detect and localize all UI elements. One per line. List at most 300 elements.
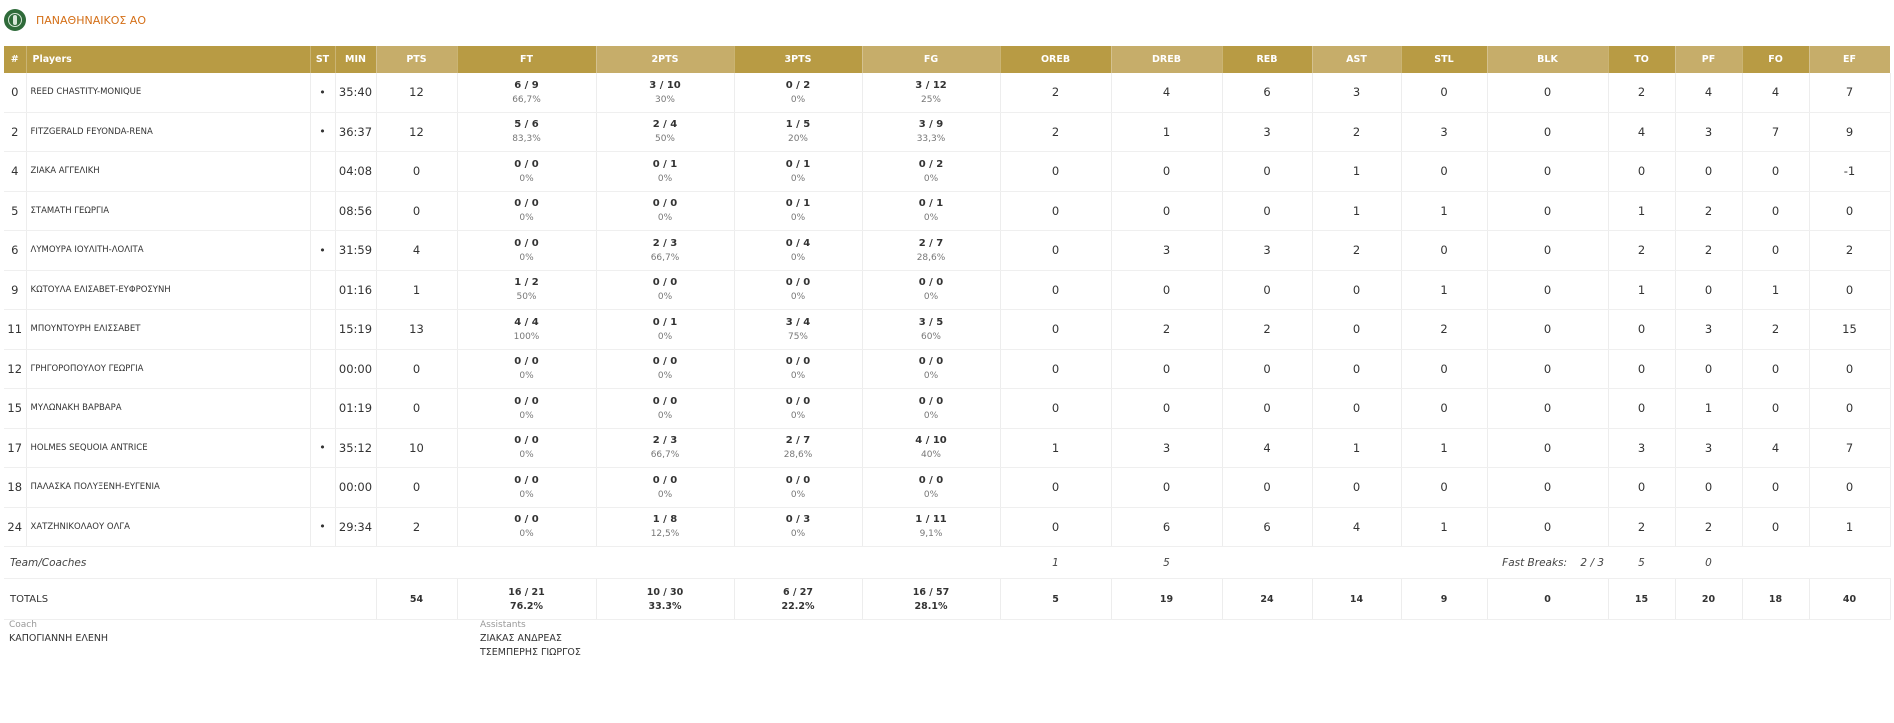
player-reb: 0 bbox=[1222, 152, 1312, 192]
coach-label: Coach bbox=[9, 620, 37, 630]
player-ast: 0 bbox=[1312, 389, 1401, 429]
player-name[interactable]: ΓΡΗΓΟΡΟΠΟΥΛΟΥ ΓΕΩΡΓΙΑ bbox=[26, 349, 310, 389]
player-ef: -1 bbox=[1809, 152, 1890, 192]
2pts-percentage: 66,7% bbox=[650, 450, 680, 461]
player-oreb: 0 bbox=[1000, 468, 1111, 508]
player-dreb: 1 bbox=[1111, 112, 1222, 152]
fg-made-attempted: 2 / 7 bbox=[918, 237, 944, 249]
coach-section bbox=[9, 619, 108, 646]
player-to: 4 bbox=[1608, 112, 1675, 152]
player-oreb: 2 bbox=[1000, 73, 1111, 112]
3pts-percentage: 0% bbox=[790, 213, 806, 224]
ft-percentage: 0% bbox=[519, 489, 534, 500]
player-2pts bbox=[596, 468, 734, 508]
player-ft bbox=[457, 73, 596, 112]
totals-fg: 16 / 57 28.1% bbox=[862, 579, 1000, 620]
player-3pts bbox=[734, 73, 862, 112]
player-minutes: 29:34 bbox=[335, 507, 376, 547]
player-2pts bbox=[596, 231, 734, 271]
player-row bbox=[4, 468, 1890, 508]
player-fg bbox=[862, 191, 1000, 231]
player-oreb: 0 bbox=[1000, 152, 1111, 192]
starter-marker: • bbox=[310, 507, 335, 547]
fg-percentage: 60% bbox=[920, 331, 941, 342]
ft-percentage: 0% bbox=[519, 410, 534, 421]
3pts-percentage: 0% bbox=[790, 292, 806, 303]
col-players[interactable]: Players bbox=[26, 46, 310, 73]
player-minutes: 01:19 bbox=[335, 389, 376, 429]
ft-percentage: 0% bbox=[519, 450, 534, 461]
player-fg bbox=[862, 231, 1000, 271]
player-stl: 1 bbox=[1401, 507, 1487, 547]
player-to: 2 bbox=[1608, 73, 1675, 112]
player-fo: 0 bbox=[1742, 231, 1809, 271]
2pts-made-attempted: 0 / 0 bbox=[652, 198, 678, 210]
player-2pts bbox=[596, 191, 734, 231]
player-minutes: 00:00 bbox=[335, 468, 376, 508]
col-reb[interactable]: REB bbox=[1222, 46, 1312, 73]
player-dreb: 0 bbox=[1111, 349, 1222, 389]
player-name[interactable]: HOLMES SEQUOIA ANTRICE bbox=[26, 428, 310, 468]
player-blk: 0 bbox=[1487, 349, 1608, 389]
player-points: 0 bbox=[376, 152, 457, 192]
player-reb: 6 bbox=[1222, 507, 1312, 547]
player-ast: 1 bbox=[1312, 428, 1401, 468]
player-oreb: 0 bbox=[1000, 231, 1111, 271]
player-stl: 2 bbox=[1401, 310, 1487, 350]
player-3pts bbox=[734, 468, 862, 508]
player-2pts bbox=[596, 270, 734, 310]
player-2pts bbox=[596, 349, 734, 389]
player-pf: 2 bbox=[1675, 231, 1742, 271]
ft-percentage: 0% bbox=[519, 371, 534, 382]
player-ast: 0 bbox=[1312, 270, 1401, 310]
player-fo: 0 bbox=[1742, 152, 1809, 192]
starter-marker: • bbox=[310, 231, 335, 271]
player-3pts bbox=[734, 428, 862, 468]
player-to: 3 bbox=[1608, 428, 1675, 468]
player-fg bbox=[862, 349, 1000, 389]
ft-percentage: 66,7% bbox=[512, 94, 541, 105]
3pts-made-attempted: 0 / 4 bbox=[785, 237, 811, 249]
player-reb: 3 bbox=[1222, 231, 1312, 271]
player-ef: 15 bbox=[1809, 310, 1890, 350]
ft-made-attempted: 0 / 0 bbox=[514, 395, 539, 407]
ft-percentage: 83,3% bbox=[512, 134, 541, 145]
table-header-row bbox=[4, 46, 1890, 73]
team-header bbox=[4, 9, 146, 31]
player-fg bbox=[862, 428, 1000, 468]
player-name[interactable]: ΚΩΤΟΥΛΑ ΕΛΙΣΑΒΕΤ-ΕΥΦΡΟΣΥΝΗ bbox=[26, 270, 310, 310]
col-fg[interactable]: FG bbox=[862, 46, 1000, 73]
player-name[interactable]: ΠΑΛΑΣΚΑ ΠΟΛΥΞΕΝΗ-ΕΥΓΕΝΙΑ bbox=[26, 468, 310, 508]
2pts-percentage: 12,5% bbox=[650, 529, 680, 540]
fg-made-attempted: 3 / 5 bbox=[918, 316, 944, 328]
player-row bbox=[4, 428, 1890, 468]
ft-made-attempted: 5 / 6 bbox=[514, 119, 539, 131]
2pts-percentage: 0% bbox=[657, 371, 673, 382]
player-to: 2 bbox=[1608, 507, 1675, 547]
2pts-percentage: 0% bbox=[657, 331, 673, 342]
player-2pts bbox=[596, 507, 734, 547]
player-points: 4 bbox=[376, 231, 457, 271]
player-stl: 0 bbox=[1401, 231, 1487, 271]
player-ft bbox=[457, 468, 596, 508]
player-row bbox=[4, 231, 1890, 271]
col-min[interactable]: MIN bbox=[335, 46, 376, 73]
player-points: 1 bbox=[376, 270, 457, 310]
player-ast: 0 bbox=[1312, 349, 1401, 389]
fg-made-attempted: 1 / 11 bbox=[915, 514, 947, 526]
fg-made-attempted: 0 / 2 bbox=[918, 158, 944, 170]
player-ef: 1 bbox=[1809, 507, 1890, 547]
col-dreb[interactable]: DREB bbox=[1111, 46, 1222, 73]
coach-name: ΚΑΠΟΓΙΑΝΝΗ ΕΛΕΝΗ bbox=[9, 633, 109, 644]
3pts-made-attempted: 2 / 7 bbox=[785, 435, 811, 447]
player-ft bbox=[457, 112, 596, 152]
player-number: 12 bbox=[4, 349, 26, 389]
col-ft[interactable]: FT bbox=[457, 46, 596, 73]
starter-marker bbox=[310, 270, 335, 310]
fg-made-attempted: 3 / 9 bbox=[918, 119, 944, 131]
player-ast: 3 bbox=[1312, 73, 1401, 112]
player-to: 0 bbox=[1608, 468, 1675, 508]
player-row bbox=[4, 270, 1890, 310]
starter-marker: • bbox=[310, 112, 335, 152]
player-oreb: 0 bbox=[1000, 191, 1111, 231]
2pts-percentage: 0% bbox=[657, 410, 673, 421]
player-blk: 0 bbox=[1487, 152, 1608, 192]
player-reb: 0 bbox=[1222, 389, 1312, 429]
player-row bbox=[4, 73, 1890, 112]
assistants-label: Assistants bbox=[480, 620, 526, 630]
3pts-made-attempted: 0 / 2 bbox=[785, 79, 811, 91]
col-to[interactable]: TO bbox=[1608, 46, 1675, 73]
starter-marker: • bbox=[310, 428, 335, 468]
player-3pts bbox=[734, 270, 862, 310]
team-name[interactable]: ΠΑΝΑΘΗΝΑΙΚΟΣ ΑΟ bbox=[36, 13, 146, 27]
player-dreb: 4 bbox=[1111, 73, 1222, 112]
player-fg bbox=[862, 468, 1000, 508]
player-fg bbox=[862, 112, 1000, 152]
2pts-made-attempted: 0 / 0 bbox=[652, 474, 678, 486]
player-stl: 1 bbox=[1401, 428, 1487, 468]
player-reb: 2 bbox=[1222, 310, 1312, 350]
player-fo: 0 bbox=[1742, 468, 1809, 508]
player-to: 0 bbox=[1608, 310, 1675, 350]
starter-marker bbox=[310, 191, 335, 231]
player-minutes: 35:40 bbox=[335, 73, 376, 112]
totals-oreb: 5 bbox=[1000, 579, 1111, 620]
player-pf: 1 bbox=[1675, 389, 1742, 429]
col-pf[interactable]: PF bbox=[1675, 46, 1742, 73]
player-fg bbox=[862, 152, 1000, 192]
player-stl: 0 bbox=[1401, 152, 1487, 192]
player-ef: 0 bbox=[1809, 389, 1890, 429]
player-to: 1 bbox=[1608, 270, 1675, 310]
player-row bbox=[4, 310, 1890, 350]
player-2pts bbox=[596, 112, 734, 152]
assistant-name: ΤΣΕΜΠΕΡΗΣ ΓΙΩΡΓΟΣ bbox=[480, 647, 581, 658]
fg-percentage: 0% bbox=[923, 489, 939, 500]
player-name[interactable]: FITZGERALD FEYONDA-RENA bbox=[26, 112, 310, 152]
player-pf: 0 bbox=[1675, 270, 1742, 310]
player-minutes: 08:56 bbox=[335, 191, 376, 231]
player-ft bbox=[457, 507, 596, 547]
player-fo: 1 bbox=[1742, 270, 1809, 310]
player-oreb: 0 bbox=[1000, 507, 1111, 547]
2pts-made-attempted: 3 / 10 bbox=[649, 79, 681, 91]
player-minutes: 01:16 bbox=[335, 270, 376, 310]
player-points: 0 bbox=[376, 389, 457, 429]
player-reb: 0 bbox=[1222, 468, 1312, 508]
player-oreb: 0 bbox=[1000, 349, 1111, 389]
player-ast: 1 bbox=[1312, 191, 1401, 231]
ft-percentage: 0% bbox=[519, 529, 534, 540]
player-minutes: 04:08 bbox=[335, 152, 376, 192]
player-oreb: 0 bbox=[1000, 270, 1111, 310]
player-row bbox=[4, 152, 1890, 192]
player-minutes: 15:19 bbox=[335, 310, 376, 350]
2pts-percentage: 66,7% bbox=[650, 252, 680, 263]
col-oreb[interactable]: OREB bbox=[1000, 46, 1111, 73]
totals-reb: 24 bbox=[1222, 579, 1312, 620]
col-blk[interactable]: BLK bbox=[1487, 46, 1608, 73]
2pts-made-attempted: 1 / 8 bbox=[652, 514, 678, 526]
player-fg bbox=[862, 73, 1000, 112]
player-number: 11 bbox=[4, 310, 26, 350]
player-points: 10 bbox=[376, 428, 457, 468]
player-name[interactable]: REED CHASTITY-MONIQUE bbox=[26, 73, 310, 112]
player-number: 2 bbox=[4, 112, 26, 152]
player-blk: 0 bbox=[1487, 310, 1608, 350]
player-minutes: 35:12 bbox=[335, 428, 376, 468]
player-3pts bbox=[734, 507, 862, 547]
player-name[interactable]: ΛΥΜΟΥΡΑ ΙΟΥΛΙΤΗ-ΛΟΛΙΤΑ bbox=[26, 231, 310, 271]
player-3pts bbox=[734, 191, 862, 231]
ft-made-attempted: 0 / 0 bbox=[514, 158, 539, 170]
player-3pts bbox=[734, 112, 862, 152]
player-fo: 0 bbox=[1742, 191, 1809, 231]
3pts-percentage: 0% bbox=[790, 173, 806, 184]
player-ft bbox=[457, 310, 596, 350]
player-blk: 0 bbox=[1487, 428, 1608, 468]
team-pf: 0 bbox=[1675, 547, 1742, 579]
3pts-made-attempted: 0 / 0 bbox=[785, 395, 811, 407]
3pts-made-attempted: 1 / 5 bbox=[785, 119, 811, 131]
player-number: 5 bbox=[4, 191, 26, 231]
totals-pf: 20 bbox=[1675, 579, 1742, 620]
player-number: 17 bbox=[4, 428, 26, 468]
player-ef: 9 bbox=[1809, 112, 1890, 152]
totals-stl: 9 bbox=[1401, 579, 1487, 620]
player-ef: 7 bbox=[1809, 428, 1890, 468]
totals-pts: 54 bbox=[376, 579, 457, 620]
player-ef: 0 bbox=[1809, 270, 1890, 310]
player-minutes: 36:37 bbox=[335, 112, 376, 152]
player-fg bbox=[862, 270, 1000, 310]
fg-percentage: 40% bbox=[920, 450, 941, 461]
3pts-made-attempted: 0 / 0 bbox=[785, 356, 811, 368]
totals-2pts: 10 / 30 33.3% bbox=[596, 579, 734, 620]
player-2pts bbox=[596, 428, 734, 468]
3pts-made-attempted: 0 / 3 bbox=[785, 514, 811, 526]
player-stl: 0 bbox=[1401, 389, 1487, 429]
player-pf: 0 bbox=[1675, 152, 1742, 192]
player-name[interactable]: ΜΠΟΥΝΤΟΥΡΗ ΕΛΙΣΣΑΒΕΤ bbox=[26, 310, 310, 350]
ft-percentage: 100% bbox=[513, 331, 540, 342]
player-ast: 2 bbox=[1312, 112, 1401, 152]
player-ef: 2 bbox=[1809, 231, 1890, 271]
player-fg bbox=[862, 507, 1000, 547]
player-to: 2 bbox=[1608, 231, 1675, 271]
2pts-made-attempted: 2 / 4 bbox=[652, 119, 678, 131]
team-coaches-row bbox=[4, 547, 1890, 579]
player-number: 18 bbox=[4, 468, 26, 508]
player-3pts bbox=[734, 389, 862, 429]
assistant-name: ΖΙΑΚΑΣ ΑΝΔΡΕΑΣ bbox=[480, 633, 562, 644]
totals-3pts: 6 / 27 22.2% bbox=[734, 579, 862, 620]
fg-percentage: 28,6% bbox=[916, 252, 946, 263]
ft-percentage: 0% bbox=[519, 213, 534, 224]
player-pf: 0 bbox=[1675, 349, 1742, 389]
player-3pts bbox=[734, 349, 862, 389]
player-ef: 0 bbox=[1809, 349, 1890, 389]
player-fo: 4 bbox=[1742, 428, 1809, 468]
player-name[interactable]: ΜΥΛΩΝΑΚΗ ΒΑΡΒΑΡΑ bbox=[26, 389, 310, 429]
starter-marker bbox=[310, 349, 335, 389]
player-dreb: 0 bbox=[1111, 468, 1222, 508]
player-fo: 2 bbox=[1742, 310, 1809, 350]
3pts-percentage: 75% bbox=[787, 331, 808, 342]
starter-marker bbox=[310, 468, 335, 508]
ft-made-attempted: 0 / 0 bbox=[514, 356, 539, 368]
totals-ef: 40 bbox=[1809, 579, 1890, 620]
2pts-percentage: 0% bbox=[657, 292, 673, 303]
player-points: 12 bbox=[376, 112, 457, 152]
player-row bbox=[4, 112, 1890, 152]
player-ast: 1 bbox=[1312, 152, 1401, 192]
player-dreb: 6 bbox=[1111, 507, 1222, 547]
player-number: 6 bbox=[4, 231, 26, 271]
col-pts[interactable]: PTS bbox=[376, 46, 457, 73]
player-fo: 7 bbox=[1742, 112, 1809, 152]
player-fo: 4 bbox=[1742, 73, 1809, 112]
starter-marker bbox=[310, 152, 335, 192]
fg-percentage: 9,1% bbox=[919, 529, 943, 540]
2pts-percentage: 0% bbox=[657, 213, 673, 224]
2pts-made-attempted: 0 / 1 bbox=[652, 158, 678, 170]
player-dreb: 3 bbox=[1111, 428, 1222, 468]
player-fo: 0 bbox=[1742, 389, 1809, 429]
player-blk: 0 bbox=[1487, 270, 1608, 310]
3pts-percentage: 0% bbox=[790, 252, 806, 263]
player-fg bbox=[862, 389, 1000, 429]
player-stl: 0 bbox=[1401, 73, 1487, 112]
team-dreb: 5 bbox=[1111, 547, 1222, 579]
player-row bbox=[4, 507, 1890, 547]
player-name[interactable]: ΧΑΤΖΗΝΙΚΟΛΑΟΥ ΟΛΓΑ bbox=[26, 507, 310, 547]
col-3pts[interactable]: 3PTS bbox=[734, 46, 862, 73]
player-stl: 1 bbox=[1401, 270, 1487, 310]
player-dreb: 0 bbox=[1111, 389, 1222, 429]
player-2pts bbox=[596, 310, 734, 350]
player-blk: 0 bbox=[1487, 73, 1608, 112]
col-ast[interactable]: AST bbox=[1312, 46, 1401, 73]
player-ft bbox=[457, 231, 596, 271]
player-pf: 3 bbox=[1675, 428, 1742, 468]
3pts-percentage: 0% bbox=[790, 529, 806, 540]
3pts-percentage: 0% bbox=[790, 489, 806, 500]
ft-made-attempted: 4 / 4 bbox=[514, 316, 539, 328]
player-oreb: 2 bbox=[1000, 112, 1111, 152]
player-number: 24 bbox=[4, 507, 26, 547]
player-2pts bbox=[596, 73, 734, 112]
col-num: # bbox=[4, 46, 26, 73]
player-number: 4 bbox=[4, 152, 26, 192]
player-blk: 0 bbox=[1487, 231, 1608, 271]
player-blk: 0 bbox=[1487, 389, 1608, 429]
player-blk: 0 bbox=[1487, 468, 1608, 508]
player-reb: 6 bbox=[1222, 73, 1312, 112]
player-reb: 0 bbox=[1222, 270, 1312, 310]
player-pf: 4 bbox=[1675, 73, 1742, 112]
player-blk: 0 bbox=[1487, 191, 1608, 231]
col-2pts[interactable]: 2PTS bbox=[596, 46, 734, 73]
player-row bbox=[4, 191, 1890, 231]
player-ft bbox=[457, 428, 596, 468]
3pts-made-attempted: 3 / 4 bbox=[785, 316, 811, 328]
player-stl: 0 bbox=[1401, 349, 1487, 389]
player-reb: 0 bbox=[1222, 349, 1312, 389]
player-oreb: 1 bbox=[1000, 428, 1111, 468]
player-number: 0 bbox=[4, 73, 26, 112]
player-to: 0 bbox=[1608, 349, 1675, 389]
player-name[interactable]: ΣΤΑΜΑΤΗ ΓΕΩΡΓΙΑ bbox=[26, 191, 310, 231]
player-name[interactable]: ΖΙΑΚΑ ΑΓΓΕΛΙΚΗ bbox=[26, 152, 310, 192]
2pts-percentage: 0% bbox=[657, 173, 673, 184]
player-3pts bbox=[734, 231, 862, 271]
player-row bbox=[4, 389, 1890, 429]
player-points: 0 bbox=[376, 468, 457, 508]
fg-percentage: 0% bbox=[923, 292, 939, 303]
col-st: ST bbox=[310, 46, 335, 73]
player-points: 0 bbox=[376, 349, 457, 389]
fast-breaks bbox=[1222, 547, 1608, 579]
col-ef[interactable]: EF bbox=[1809, 46, 1890, 73]
fg-made-attempted: 0 / 0 bbox=[918, 277, 944, 289]
player-ast: 0 bbox=[1312, 310, 1401, 350]
fg-made-attempted: 0 / 0 bbox=[918, 395, 944, 407]
player-minutes: 31:59 bbox=[335, 231, 376, 271]
player-pf: 3 bbox=[1675, 310, 1742, 350]
fg-made-attempted: 0 / 0 bbox=[918, 474, 944, 486]
player-ft bbox=[457, 389, 596, 429]
player-ef: 7 bbox=[1809, 73, 1890, 112]
team-oreb: 1 bbox=[1000, 547, 1111, 579]
player-blk: 0 bbox=[1487, 507, 1608, 547]
3pts-percentage: 0% bbox=[790, 410, 806, 421]
player-2pts bbox=[596, 389, 734, 429]
2pts-percentage: 50% bbox=[654, 134, 675, 145]
col-fo[interactable]: FO bbox=[1742, 46, 1809, 73]
3pts-percentage: 28,6% bbox=[783, 450, 813, 461]
col-stl[interactable]: STL bbox=[1401, 46, 1487, 73]
2pts-made-attempted: 0 / 0 bbox=[652, 395, 678, 407]
player-stl: 1 bbox=[1401, 191, 1487, 231]
player-pf: 3 bbox=[1675, 112, 1742, 152]
player-pf: 0 bbox=[1675, 468, 1742, 508]
